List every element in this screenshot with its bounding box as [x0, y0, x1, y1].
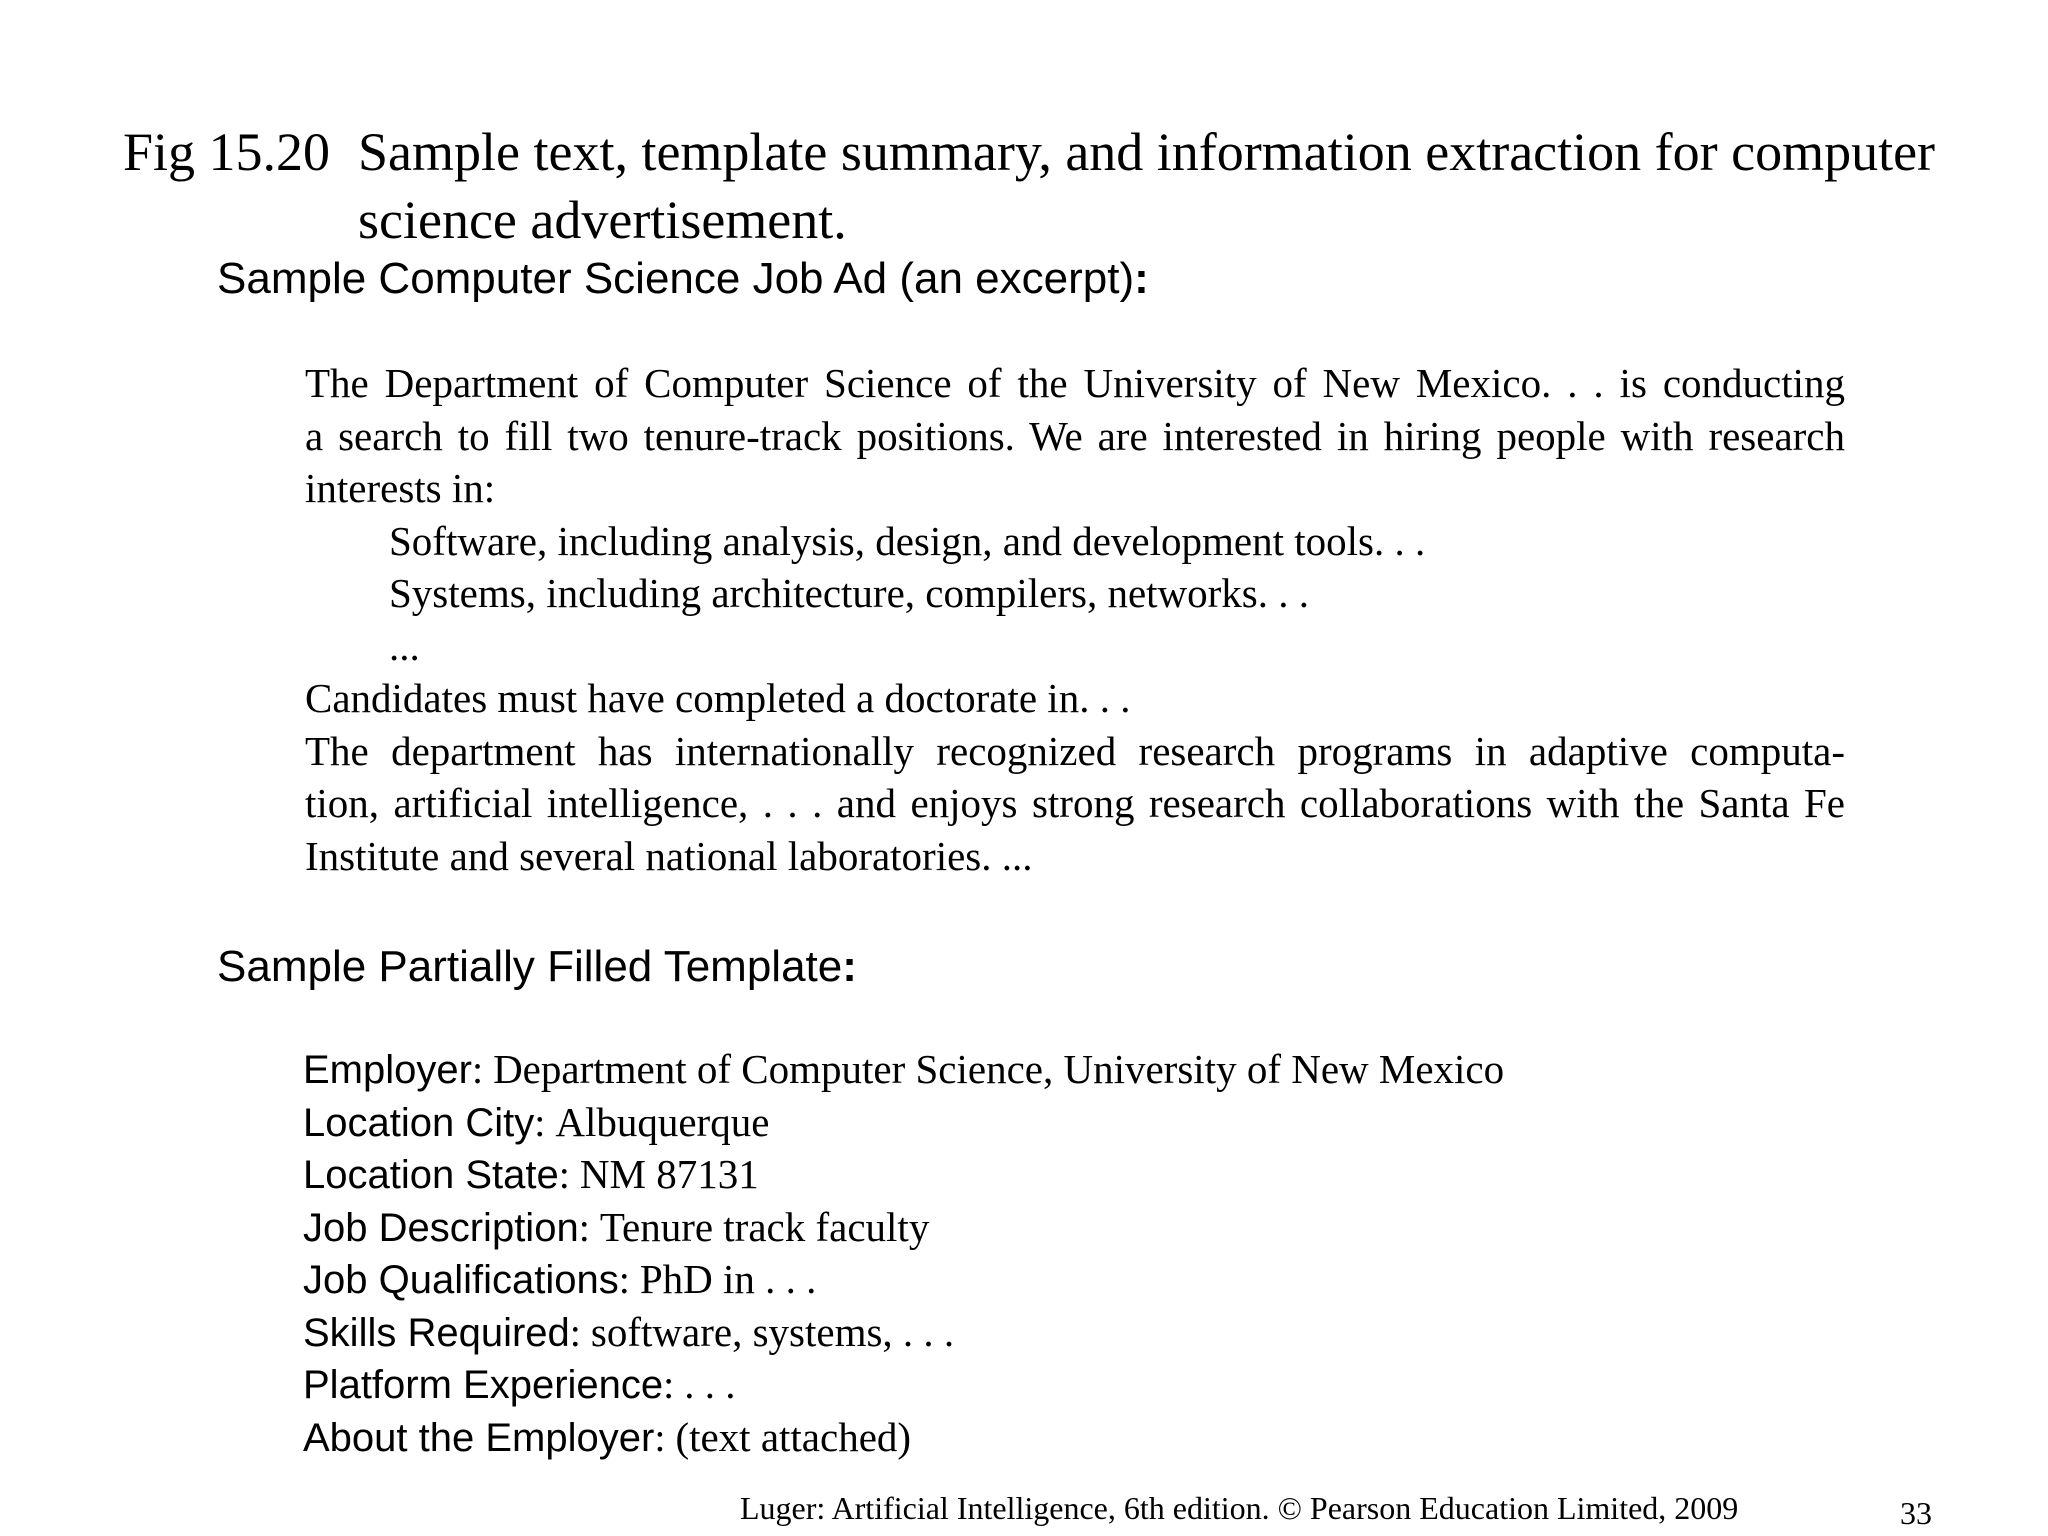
field-label: About the Employer	[303, 1415, 655, 1460]
field-label: Job Description	[303, 1205, 579, 1250]
ad-line-interest-item: Systems, including architecture, compilers, networks. . .	[389, 570, 1310, 616]
field-separator: :	[618, 1257, 640, 1302]
field-value: . . .	[684, 1361, 736, 1407]
filled-template	[303, 1043, 1903, 1463]
field-value: Department of Computer Science, University of New Mexico	[493, 1046, 1505, 1092]
field-label: Job Qualifications	[303, 1258, 619, 1302]
template-field-platform-experience	[303, 1358, 1903, 1411]
template-heading	[217, 941, 857, 993]
figure-number: Fig 15.20	[123, 122, 331, 182]
field-value: (text attached)	[675, 1413, 912, 1460]
figure-title-line-1: Sample text, template summary, and information extraction for computer	[358, 122, 1936, 182]
ad-line: The Department of Computer Science of the University of New Mexico. . . is conducting	[305, 360, 1845, 406]
job-ad-heading	[217, 253, 1149, 305]
field-label: Platform Experience	[303, 1363, 664, 1407]
field-separator: :	[471, 1047, 494, 1092]
field-separator: :	[569, 1309, 591, 1355]
field-label: Skills Required	[303, 1310, 570, 1355]
job-ad-heading-text: Sample Computer Science Job Ad (an excerpt)	[217, 254, 1135, 303]
ad-line: a search to fill two tenure-track positions. We are interested in hiring people with research	[305, 412, 1845, 459]
field-value: NM 87131	[579, 1151, 759, 1197]
field-separator: :	[663, 1362, 685, 1407]
figure-caption-line-1	[123, 118, 2023, 186]
job-ad-excerpt	[305, 357, 1845, 882]
ad-line-ellipsis: ...	[389, 622, 420, 669]
template-field-job-qualifications	[303, 1253, 1903, 1306]
field-label: Location State	[303, 1153, 559, 1197]
field-separator: :	[578, 1204, 600, 1250]
field-separator: :	[558, 1152, 580, 1197]
ad-line: The department has internationally recognized research programs in adaptive computa-	[305, 727, 1845, 774]
ad-line: Institute and several national laboratories. ...	[305, 832, 1033, 879]
footer-citation: Luger: Artificial Intelligence, 6th edition. © Pearson Education Limited, 2009	[740, 1490, 1739, 1526]
field-value: Tenure track faculty	[599, 1203, 930, 1250]
field-separator: :	[534, 1099, 556, 1145]
ad-line: Candidates must have completed a doctorate in. . .	[305, 675, 1131, 721]
template-field-skills-required	[303, 1306, 1903, 1359]
template-heading-text: Sample Partially Filled Template	[217, 942, 843, 991]
template-field-about-employer	[303, 1411, 1903, 1464]
template-field-location-state	[303, 1148, 1903, 1201]
ad-line: interests in:	[305, 465, 496, 511]
template-heading-colon: :	[842, 942, 857, 991]
figure-title-line-2: science advertisement.	[358, 190, 847, 250]
field-value: Albuquerque	[555, 1098, 770, 1145]
template-field-job-description	[303, 1201, 1903, 1254]
field-label: Location City	[303, 1100, 535, 1145]
job-ad-heading-colon: :	[1134, 254, 1149, 303]
field-label: Employer	[303, 1048, 472, 1092]
figure-caption	[123, 118, 2023, 254]
field-separator: :	[654, 1414, 676, 1460]
ad-line: tion, artificial intelligence, . . . and enjoys strong research collaborations with the Santa Fe	[305, 780, 1845, 826]
ad-line-interest-item: Software, including analysis, design, and development tools. . .	[389, 517, 1426, 564]
template-field-location-city	[303, 1096, 1903, 1149]
page-number: 33	[1900, 1495, 1932, 1531]
template-field-employer	[303, 1043, 1903, 1096]
field-value: software, systems, . . .	[590, 1308, 955, 1355]
field-value: PhD in . . .	[639, 1256, 817, 1302]
